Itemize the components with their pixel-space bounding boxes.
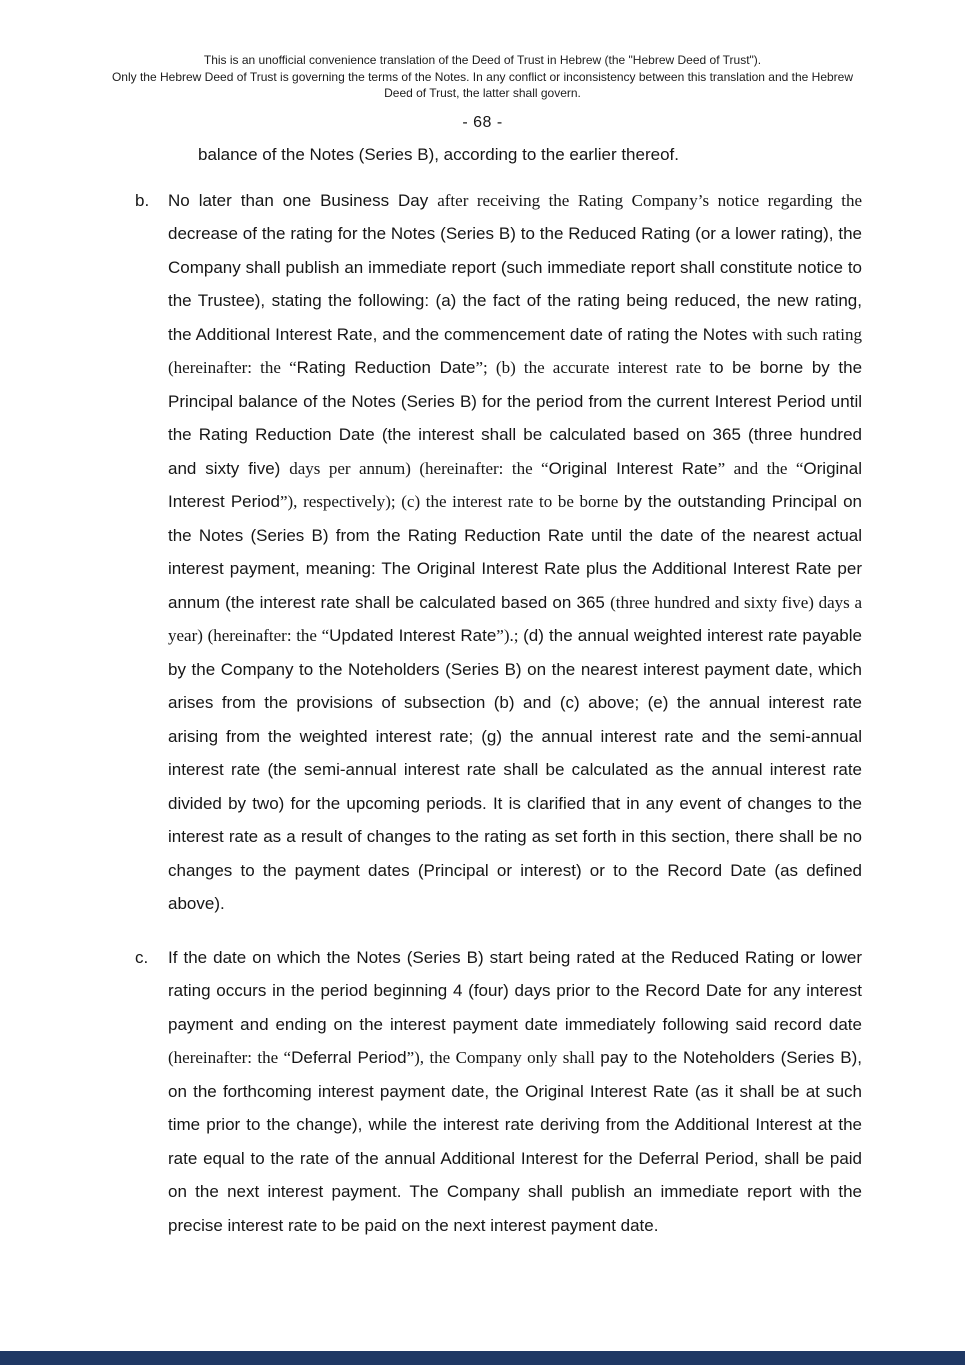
text-segment: ”).; (496, 626, 524, 645)
footer-bar (0, 1351, 965, 1365)
paragraph-text (168, 184, 862, 921)
text-segment: (hereinafter: the “ (168, 1048, 292, 1067)
text-segment: decrease of the rating for the Notes (Series B) to the Reduced Rating (or a lower rating), the Company shall publish an immediate report (such immediate report shall constitute notice to the Trustee), stating the following: (a) the fact of the rating being reduced, the new rating, the Additional Interest Rate, and the commencement date of rating the Notes (168, 224, 862, 344)
disclaimer-line-1: This is an unofficial convenience translation of the Deed of Trust in Hebrew (the "Hebrew Deed of Trust"). (203, 53, 762, 67)
paragraph-list (135, 184, 862, 1243)
disclaimer-line-2: Only the Hebrew Deed of Trust is governing the terms of the Notes. In any conflict or inconsistency between this translation and the Hebrew (111, 69, 854, 84)
text-segment: days per annum) (hereinafter: the “ (289, 458, 549, 478)
text-segment: (three hundred and sixty five) days a year) (hereinafter: the “ (168, 592, 863, 645)
page-number: - 68 - (462, 113, 503, 131)
text-segment: (d) the annual weighted interest rate payable by the Company to the Noteholders (Series B) on the nearest interest payment date, which arises from the provisions of subsection (b) and (c) above; (e) the annual interest rate arising from the weighted interest rate; (g) the annual interest rate and the semi-annual interest rate (the semi-annual interest rate shall be calculated as the annual interest rate divided by two) for the upcoming periods. It is clarified that in any event of changes to the interest rate as a result of changes to the rating as set forth in this section, there shall be no changes to the payment dates (Principal or interest) or to the Record Date (as defined above). (168, 626, 862, 913)
disclaimer-line-3: Deed of Trust, the latter shall govern. (384, 86, 581, 100)
text-segment: Original Interest Rate (548, 458, 718, 478)
list-item-label: c. (135, 947, 149, 967)
paragraph-text (168, 941, 862, 1243)
text-segment: after receiving the Rating Company’s notice regarding the (437, 190, 862, 210)
text-segment: Original Interest Period (168, 458, 862, 511)
list-item-b (135, 184, 862, 921)
text-segment: Rating Reduction Date (296, 358, 476, 377)
header-disclaimer (0, 0, 965, 102)
text-segment: Deferral Period (291, 1048, 407, 1067)
text-segment: ”), the Company only shall (406, 1048, 601, 1067)
list-item-c (135, 941, 862, 1243)
text-segment: ”), respectively); (c) the interest rate to be borne (279, 492, 624, 511)
list-item-label: b. (135, 190, 150, 210)
text-segment: If the date on which the Notes (Series B) start being rated at the Reduced Rating or lower rating occurs in the period beginning 4 (four) days prior to the Record Date for any interest payment and ending on the interest payment date immediately following said record date (168, 947, 862, 1034)
text-segment: with such rating (hereinafter: the “ (168, 324, 862, 377)
text-segment: No later than one Business Day (168, 190, 438, 210)
text-segment: Updated Interest Rate (329, 626, 497, 645)
text-segment: pay to the Noteholders (Series B), on the forthcoming interest payment date, the Original Interest Rate (as it shall be at such time prior to the change), while the interest rate deriving from the Additional Interest at the rate equal to the rate of the annual Additional Interest for the Deferral Period, shall be paid on the next interest payment. The Company shall publish an immediate report with the precise interest rate to be paid on the next interest payment date. (168, 1048, 863, 1235)
text-segment: to be borne by the Principal balance of the Notes (Series B) for the period from the current Interest Period until the Rating Reduction Date (the interest shall be calculated based on 365 (three hundred and sixty five) (168, 358, 863, 478)
text-segment: by the outstanding Principal on the Notes (Series B) from the Rating Reduction Rate until the date of the nearest actual interest payment, meaning: The Original Interest Rate plus the Additional Interest Rate per annum (the interest rate shall be calculated based on 365 (168, 492, 863, 612)
continuation-line: balance of the Notes (Series B), according to the earlier thereof. (198, 144, 679, 164)
text-segment: ” and the “ (717, 458, 804, 478)
text-segment: ”; (b) the accurate interest rate (475, 358, 710, 377)
